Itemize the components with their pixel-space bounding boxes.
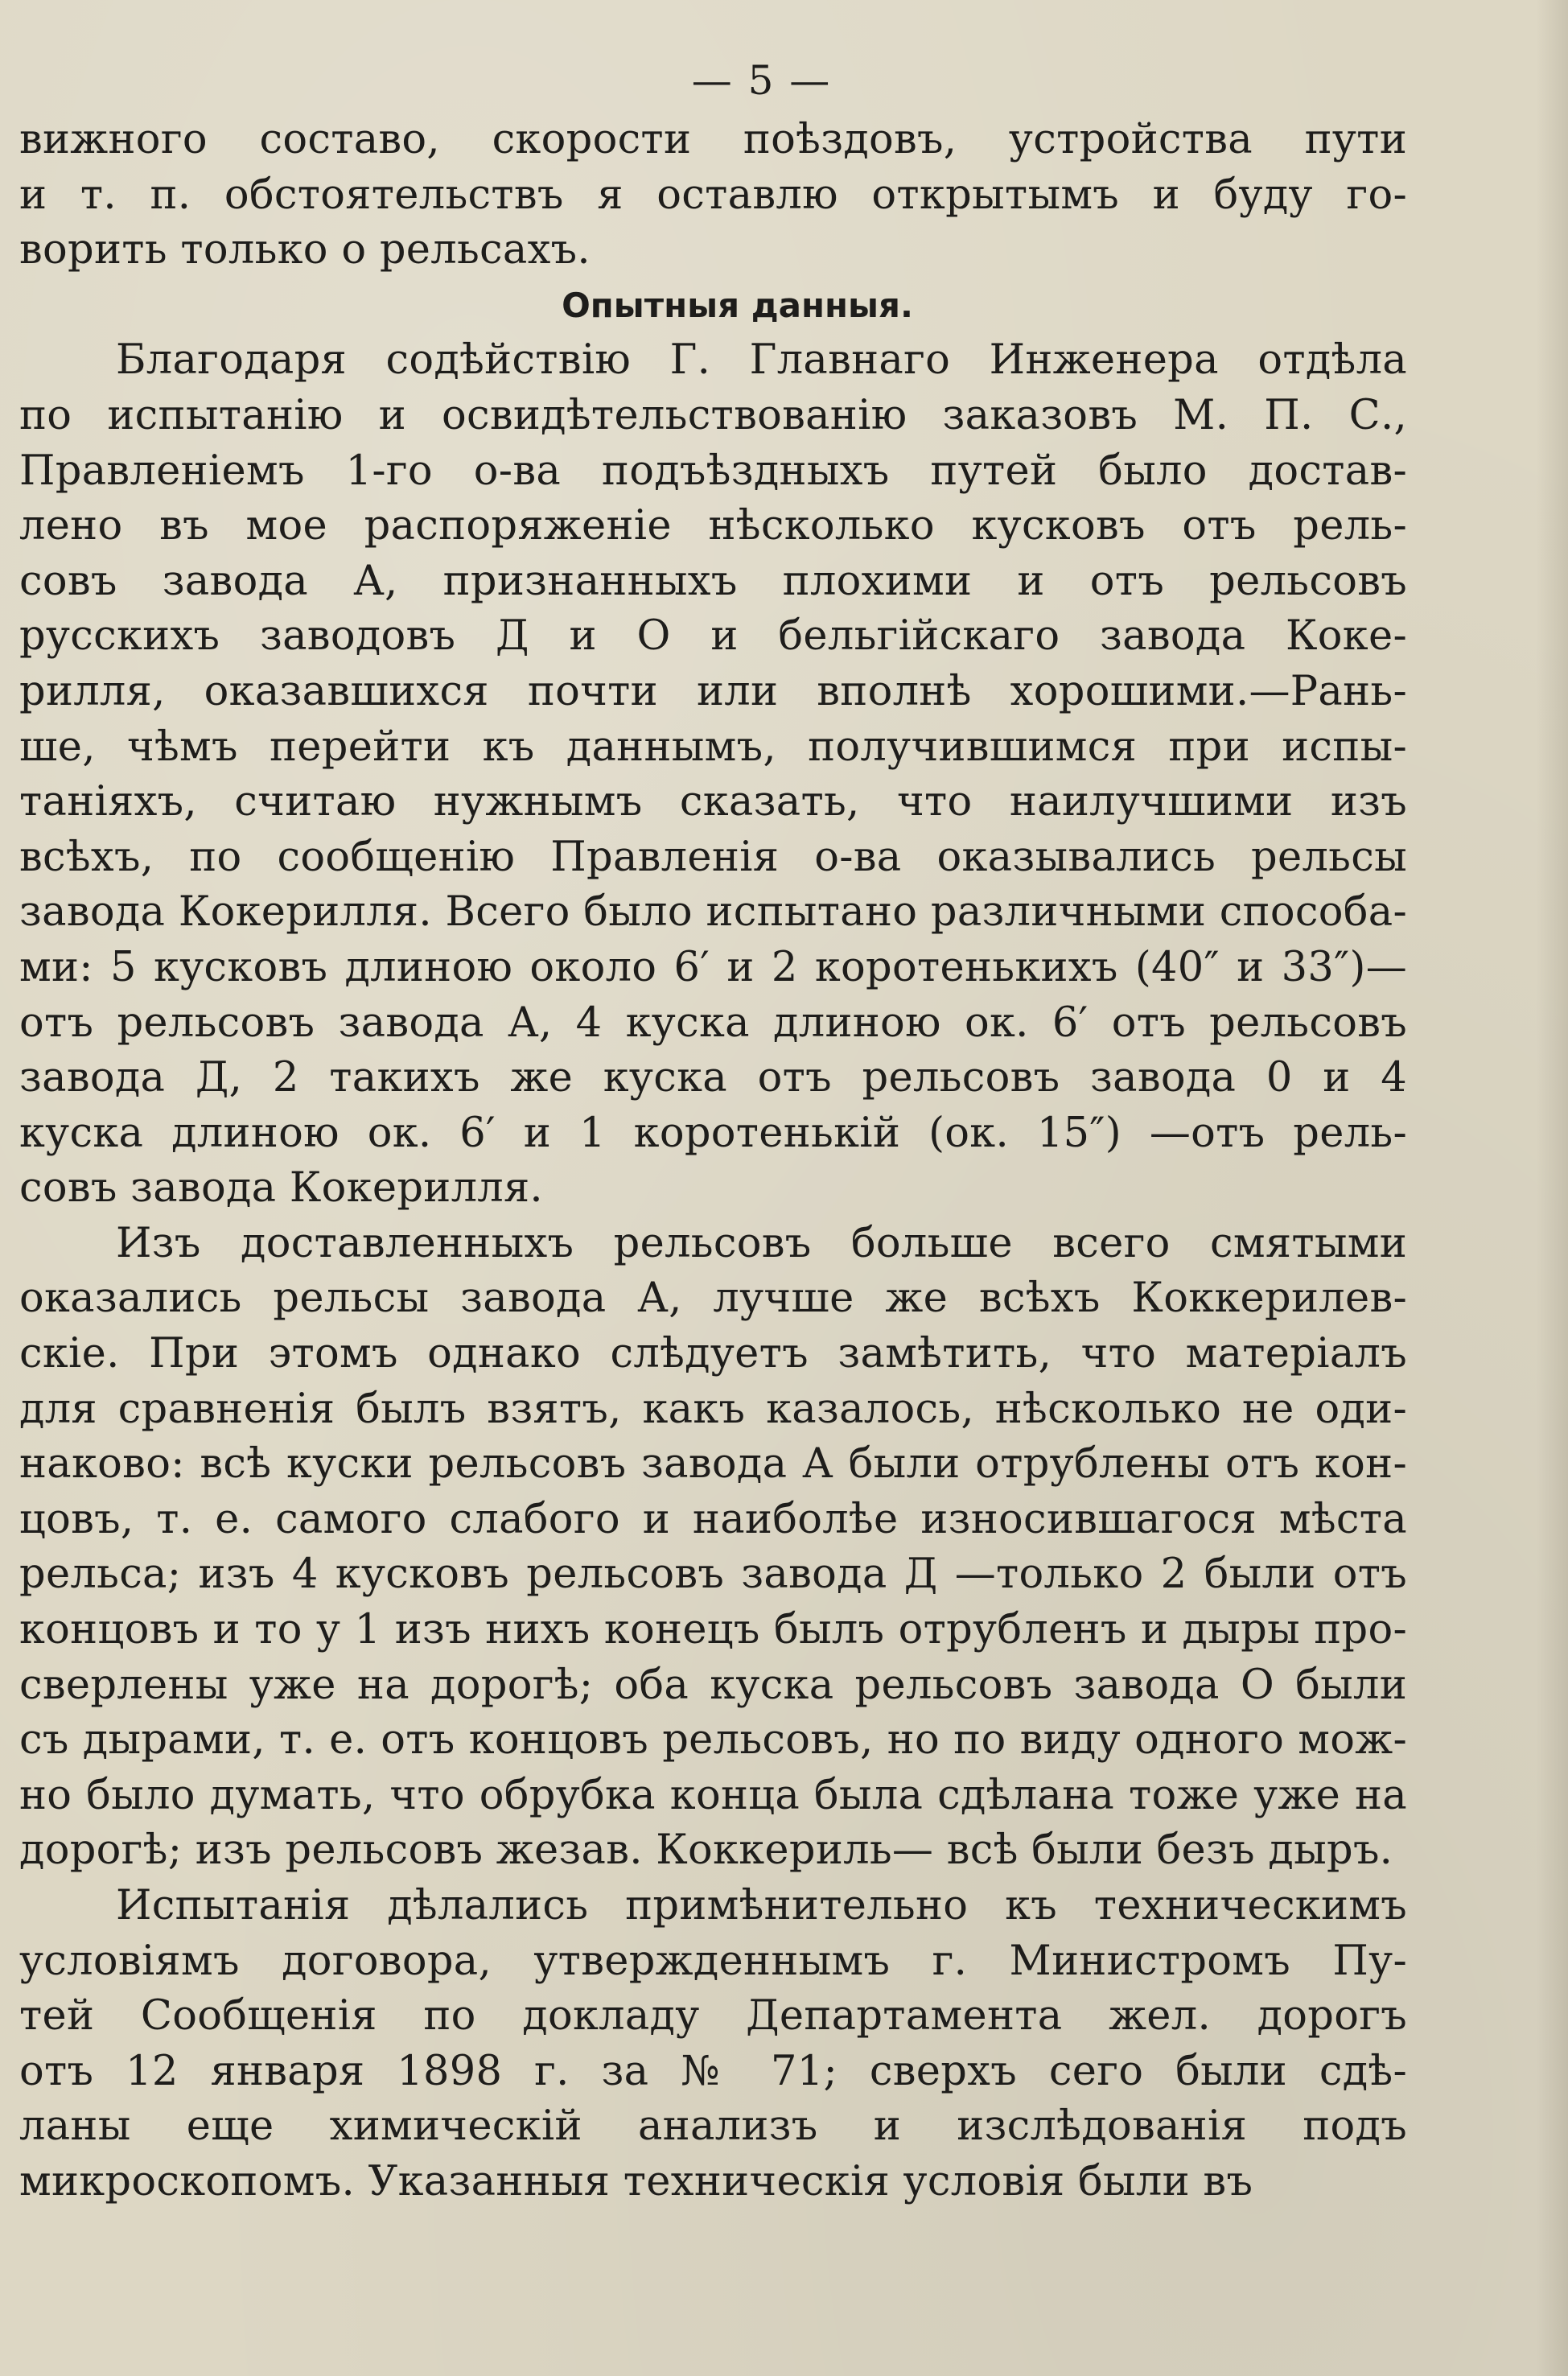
text-line: съ дырами, т. е. отъ концовъ рельсовъ, но по виду одного мож-	[19, 1716, 1407, 1764]
text-line: завода Кокерилля. Всего было испытано различными способа-	[19, 888, 1407, 937]
text-line: таніяхъ, считаю нужнымъ сказать, что наилучшими изъ	[19, 778, 1407, 826]
text-line: цовъ, т. е. самого слабого и наиболѣе износившагося мѣста	[19, 1495, 1407, 1543]
page-number: — 5 —	[691, 57, 832, 104]
text-line: ланы еще химическій анализъ и изслѣдованія подъ	[19, 2102, 1407, 2151]
text-line: микроскопомъ. Указанныя техническія условія были въ	[19, 2157, 1253, 2205]
text-line: ми: 5 кусковъ длиною около 6′ и 2 коротенькихъ (40″ и 33″)—	[19, 943, 1407, 991]
text-line: отъ 12 января 1898 г. за № 71; сверхъ сего были сдѣ-	[19, 2047, 1407, 2095]
text-line: Благодаря содѣйствію Г. Главнаго Инженера отдѣла	[116, 336, 1407, 385]
paragraph-experimental-data	[19, 333, 1407, 1217]
text-line: совъ завода Кокерилля.	[19, 1164, 543, 1213]
text-line: ворить только о рельсахъ.	[19, 226, 591, 274]
text-line: но было думать, что обрубка конца была сдѣлана тоже уже на	[19, 1771, 1407, 1819]
text-line: сверлены уже на дорогѣ; оба куска рельсовъ завода О были	[19, 1661, 1407, 1709]
text-line: рилля, оказавшихся почти или вполнѣ хорошими.—Рань-	[19, 667, 1407, 715]
text-line: куска длиною ок. 6′ и 1 коротенькій (ок. 15″) —отъ рель-	[19, 1109, 1407, 1157]
text-line: всѣхъ, по сообщенію Правленія о-ва оказывались рельсы	[19, 833, 1407, 881]
text-line: русскихъ заводовъ Д и О и бельгійскаго завода Коке-	[19, 612, 1407, 661]
text-line: по испытанію и освидѣтельствованію заказовъ М. П. С.,	[19, 391, 1407, 439]
text-line: ше, чѣмъ перейти къ даннымъ, получившимся при испы-	[19, 723, 1407, 771]
text-line: и т. п. обстоятельствъ я оставлю открытымъ и буду го-	[19, 171, 1407, 219]
paragraph-intro	[19, 113, 1407, 278]
text-line: оказались рельсы завода А, лучше же всѣхъ Коккерилев-	[19, 1274, 1407, 1323]
text-line: рельса; изъ 4 кусковъ рельсовъ завода Д —только 2 были отъ	[19, 1550, 1407, 1599]
paragraph-delivered-rails	[19, 1217, 1407, 1879]
text-line: для сравненія былъ взятъ, какъ казалось, нѣсколько не оди-	[19, 1385, 1407, 1433]
text-line: совъ завода А, признанныхъ плохими и отъ рельсовъ	[19, 557, 1407, 605]
text-line: тей Сообщенія по докладу Департамента жел. дорогъ	[19, 1992, 1407, 2040]
text-line: Правленіемъ 1-го о-ва подъѣздныхъ путей было достав-	[19, 447, 1407, 495]
text-line: дорогѣ; изъ рельсовъ жезав. Коккериль— всѣ были безъ дыръ.	[19, 1826, 1393, 1875]
text-line: скіе. При этомъ однако слѣдуетъ замѣтить, что матеріалъ	[19, 1330, 1407, 1378]
text-line: вижного составо, скорости поѣздовъ, устройства пути	[19, 116, 1407, 163]
text-line: завода Д, 2 такихъ же куска отъ рельсовъ завода 0 и 4	[19, 1054, 1407, 1102]
page-edge-shadow	[1536, 0, 1568, 2376]
section-heading: Опытныя данныя.	[562, 285, 913, 325]
text-line: Испытанія дѣлались примѣнительно къ техническимъ	[116, 1882, 1407, 1929]
text-line: Изъ доставленныхъ рельсовъ больше всего смятыми	[116, 1219, 1407, 1267]
paragraph-tests	[19, 1879, 1407, 2210]
text-line: условіямъ договора, утвержденнымъ г. Министромъ Пу-	[19, 1937, 1407, 1985]
text-line: отъ рельсовъ завода А, 4 куска длиною ок. 6′ отъ рельсовъ	[19, 999, 1407, 1047]
text-line: концовъ и то у 1 изъ нихъ конецъ былъ отрубленъ и дыры про-	[19, 1606, 1407, 1654]
text-line: наково: всѣ куски рельсовъ завода А были отрублены отъ кон-	[19, 1440, 1407, 1489]
text-line: лено въ мое распоряженіе нѣсколько кусковъ отъ рель-	[19, 502, 1407, 550]
